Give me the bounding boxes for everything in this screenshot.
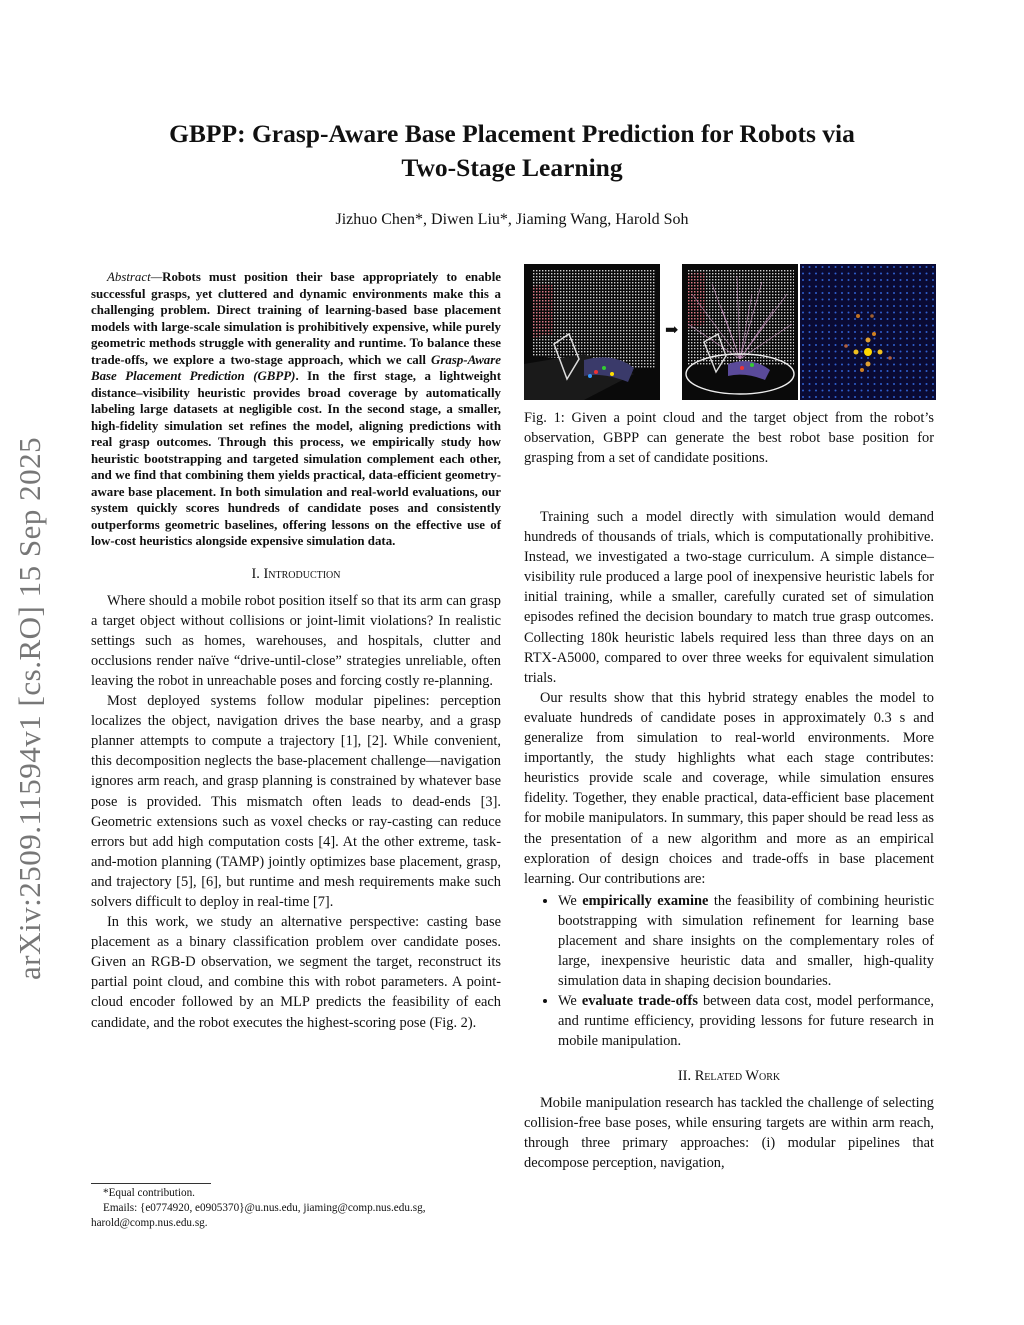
abstract-text-a: Robots must position their base appropriately to enable successful grasps, yet cluttered and dynamic environments make this a challenging problem. Direct training of learning-based base placement models with large-scale simulation is prohibitively expensive, while purely geometric methods struggle with generality and runtime. To balance these trade-offs, we explore a two-stage approach, which we call <box>91 270 501 367</box>
figure-1 <box>524 264 936 404</box>
title-line-2: Two-Stage Learning <box>401 153 623 182</box>
footnote-equal-contribution: *Equal contribution. <box>103 1187 195 1199</box>
intro-paragraph-2: Most deployed systems follow modular pipelines: perception localizes the object, navigation drives the base nearby, and a grasp planner attempts to compute a trajectory [1], [2]. While convenient, this decomposition neglects the base-placement challenge—navigation ignores arm reach, and grasp planning is constrained by whatever base pose is provided. This mismatch often leads to dead-ends [3]. Geometric extensions such as voxel checks or ray-casting can reduce errors but add high computation costs [4]. At the other extreme, task-and-motion planning (TAMP) jointly optimizes base placement, grasp, and trajectory [5], [6], but runtime and mesh requirements make such solvers difficult to deploy in real-time [7]. <box>91 693 501 910</box>
right-paragraph-2: Our results show that this hybrid strategy enables the model to evaluate hundreds of candidate poses in approximately 0.3 s and generalize from simulation to real-world environments. More importantly, the study highlights what each stage contributes: heuristics provide scale and coverage, while simulation ensures fidelity. Together, they enable practical, data-efficient base placement for mobile manipulators. In summary, this paper should be read less as the presentation of a new algorithm and more as an empirical exploration of design choices and trade-offs in base placement learning. Our contributions are: <box>524 689 934 887</box>
title-line-1: GBPP: Grasp-Aware Base Placement Prediction for Robots via <box>169 119 855 148</box>
intro-paragraph-1: Where should a mobile robot position itself so that its arm can grasp a target object without collisions or joint-limit violations? In realistic settings such as homes, warehouses, and hospitals, clutter and occlusions render naïve “drive-until-close” strategies unreliable, often leaving the robot in unreachable poses and forcing costly re-planning. <box>91 592 501 689</box>
contribution-item: • We evaluate trade-offs between data cost, model performance, and runtime efficiency, providing lessons for future research in mobile manipulation. <box>558 991 934 1051</box>
right-paragraph-1: Training such a model directly with simulation would demand hundreds of thousands of trials, which is computationally prohibitive. Instead, we investigated a two-stage curriculum. A simple distance–visibility rule produced a large pool of inexpensive heuristic labels for initial training, while a smaller, carefully curated set of simulation episodes refined the decision boundary to match true grasp outcomes. Collecting 180k heuristic labels required less than three days on an RTX-A5000, compared to over three weeks for equivalent simulation trials. <box>524 509 934 686</box>
right-column <box>524 507 934 1173</box>
footnote-emails-line-2: harold@comp.nus.edu.sg. <box>91 1217 208 1229</box>
arrow-icon: ➡ <box>665 322 679 339</box>
abstract: Abstract—Robots must position their base appropriately to enable successful grasps, yet cluttered and dynamic environments make this a challenging problem. Direct training of learning-based base placement models with large-scale simulation is prohibitively expensive, while purely geometric methods struggle with generality and runtime. To balance these trade-offs, we explore a two-stage approach, which we call Grasp-Aware Base Placement Prediction (GBPP). In the first stage, a lightweight distance–visibility heuristic provides broad coverage by automatically labeling large datasets at negligible cost. In the second stage, a smaller, high-fidelity simulation set refines the model, aligning predictions with real grasp outcomes. Through this process, we empirically study how heuristic bootstrapping and targeted simulation complement each other, and we find that combining them yields practical, data-efficient geometry-aware base placement. In both simulation and real-world evaluations, our system quickly scores hundreds of candidate poses and consistently outperforms geometric baselines, offering lessons on the effective use of low-cost heuristics alongside expensive simulation data. <box>91 270 502 548</box>
candidate-heatmap-image <box>800 264 936 400</box>
contributions-list <box>524 891 934 1052</box>
abstract-label: Abstract <box>107 270 151 284</box>
abstract-text-b: . In the first stage, a lightweight distance–visibility heuristic provides broad coverage by automatically labeling large datasets at negligible cost. In the second stage, a smaller, high-fidelity simulation set refines the model, aligning predictions with real grasp outcomes. Through this process, we empirically study how heuristic bootstrapping and targeted simulation complement each other, and we find that combining them yields practical, data-efficient geometry-aware base placement. In both simulation and real-world evaluations, our system quickly scores hundreds of candidate poses and consistently outperforms geometric baselines, offering lessons on the effective use of low-cost heuristics alongside expensive simulation data. <box>91 369 502 548</box>
candidate-rays-scene-image <box>682 264 798 400</box>
section-heading-introduction: I. Introduction <box>251 565 341 582</box>
footnote <box>91 1183 501 1231</box>
arxiv-identifier: arXiv:2509.11594v1 [cs.RO] 15 Sep 2025 <box>12 436 47 980</box>
abstract-method-name: Grasp-Aware Base Placement Prediction (GBPP) <box>91 352 501 383</box>
author-list: Jizhuo Chen*, Diwen Liu*, Jiaming Wang, Harold Soh <box>335 211 689 228</box>
section-heading-related-work: II. Related Work <box>677 1067 781 1084</box>
footnote-rule <box>91 1183 211 1184</box>
left-column <box>91 269 501 1033</box>
footnote-emails-line-1: Emails: {e0774920, e0905370}@u.nus.edu, jiaming@comp.nus.edu.sg, <box>103 1202 426 1214</box>
figure-1-caption: Fig. 1: Given a point cloud and the target object from the robot’s observation, GBPP can generate the best robot base position for grasping from a set of candidate positions. <box>524 410 934 466</box>
paper-title <box>60 117 964 185</box>
point-cloud-scene-image <box>524 264 660 400</box>
intro-paragraph-3: In this work, we study an alternative perspective: casting base placement as a binary classification problem over candidate poses. Given an RGB-D observation, we segment the target, reconstruct its partial point cloud, and combine this with robot parameters. A point-cloud encoder followed by an MLP predicts the feasibility of each candidate, and the robot executes the highest-scoring pose (Fig. 2). <box>91 914 501 1031</box>
related-work-paragraph: Mobile manipulation research has tackled the challenge of selecting collision-free base poses, while ensuring targets are within arm reach, through three primary approaches: (i) modular pipelines that decompose perception, navigation, <box>524 1094 934 1171</box>
contribution-item: • We empirically examine the feasibility of combining heuristic bootstrapping with simulation refinement for learning base placement and share insights on the complementary roles of large, inexpensive heuristic data and smaller, high-quality simulation data in shaping decision boundaries. <box>558 891 934 991</box>
